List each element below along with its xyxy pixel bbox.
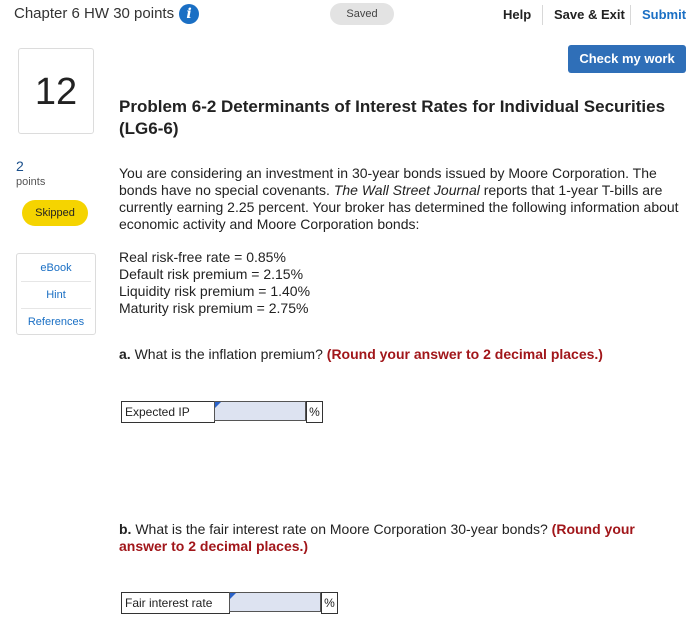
question-b-instruction: (Round your answer to 2 decimal places.)	[119, 521, 635, 554]
divider	[542, 5, 543, 25]
hint-link[interactable]: Hint	[46, 289, 66, 301]
problem-intro	[119, 165, 689, 233]
rate-item: Liquidity risk premium = 1.40%	[119, 283, 311, 299]
rates-list	[119, 249, 310, 317]
question-number: 12	[34, 71, 78, 113]
skipped-status-badge: Skipped	[22, 200, 88, 226]
fair-interest-rate-input[interactable]	[229, 592, 321, 612]
assignment-title: Chapter 6 HW 30 points	[14, 5, 175, 22]
question-number-box	[18, 48, 94, 134]
top-bar	[0, 0, 700, 30]
save-exit-link[interactable]: Save & Exit	[554, 7, 625, 22]
intro-text: reports that 1-year T-bills are currently earning 2.25 percent. Your broker has determined the following information about economic activity and Moore Corporation bonds:	[119, 182, 679, 232]
check-my-work-button[interactable]: Check my work	[568, 45, 686, 73]
question-a-text: What is the inflation premium?	[130, 346, 327, 362]
submit-link[interactable]: Submit	[642, 7, 687, 22]
resources-panel	[16, 253, 96, 335]
help-link[interactable]: Help	[503, 7, 532, 22]
expected-ip-label: Expected IP	[121, 401, 215, 423]
intro-italic-source: The Wall Street Journal	[333, 182, 480, 198]
info-circle-icon[interactable]: i	[179, 4, 199, 24]
rate-item: Maturity risk premium = 2.75%	[119, 300, 309, 316]
rate-item: Real risk-free rate = 0.85%	[119, 249, 286, 265]
percent-unit: %	[306, 401, 323, 423]
references-link[interactable]: References	[27, 316, 85, 328]
question-a	[119, 346, 689, 363]
rate-item: Default risk premium = 2.15%	[119, 266, 304, 282]
expected-ip-input[interactable]	[214, 401, 306, 421]
problem-title: Problem 6-2 Determinants of Interest Rates for Individual Securities (LG6-6)	[119, 97, 666, 138]
ebook-link[interactable]: eBook	[40, 262, 72, 274]
question-b	[119, 521, 669, 555]
divider	[630, 5, 631, 25]
save-status-badge: Saved	[330, 3, 394, 25]
question-a-label: a.	[119, 346, 131, 362]
intro-text: You are considering an investment in 30-year bonds issued by Moore Corporation. The bonds have no special covenants.	[119, 165, 657, 198]
points-value: 2	[16, 158, 24, 174]
question-b-label: b.	[119, 521, 132, 537]
question-b-text: What is the fair interest rate on Moore Corporation 30-year bonds?	[131, 521, 552, 537]
divider	[21, 281, 91, 282]
divider	[21, 308, 91, 309]
points-label: points	[16, 176, 46, 188]
percent-unit: %	[321, 592, 338, 614]
fair-interest-rate-label: Fair interest rate	[121, 592, 230, 614]
question-a-instruction: (Round your answer to 2 decimal places.)	[326, 346, 603, 362]
